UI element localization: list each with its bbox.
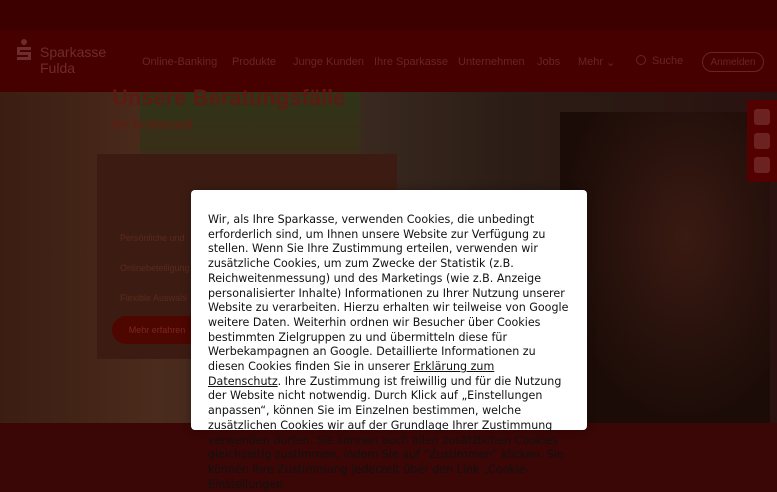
- cookie-text-part2: . Ihre Zustimmung ist freiwillig und für die Nutzung der Website nicht notwendig. Durch Klick auf „Einstellungen anpassen“, können Sie im Einzelnen bestimmen, welche zusätzlichen Cookies wir auf der Grundlage Ihrer Zustimmung verwenden dürfen. Sie können auch allen zusätzlichen Cookies gleichzeitig zustimmen, indem Sie auf “Zustimmen” klicken. Sie können Ihre Zustimmung jederzeit über den Link „Cookie-Einstellungen: [208, 374, 564, 491]
- login-button[interactable]: Anmelden: [702, 52, 764, 72]
- contact-sidebar: [747, 100, 777, 182]
- logo-city: Fulda: [40, 60, 76, 76]
- nav-jobs[interactable]: Jobs: [537, 56, 561, 68]
- cookie-dialog: [191, 190, 587, 491]
- site-header: [0, 30, 777, 92]
- phone-icon[interactable]: [754, 109, 770, 125]
- search-label: Suche: [652, 55, 684, 67]
- logo-name: Sparkasse: [40, 44, 107, 60]
- nav-mehr[interactable]: Mehr: [578, 56, 604, 68]
- top-bar: [0, 0, 777, 30]
- chevron-down-icon: ⌄: [606, 57, 616, 69]
- cookie-text: [208, 213, 570, 492]
- cookie-text-part1: Wir, als Ihre Sparkasse, verwenden Cookies, die unbedingt erforderlich sind, um Ihnen unsere Website zur Verfügung zu stellen. Wenn Sie Ihre Zustimmung erteilen, verwenden wir zusätzliche Cookies, um zum Zwecke der Statistik (z.B. Reichweitenmessung) und des Marketings (wie z.B. Anzeige personalisierter Inhalte) Informationen zu Ihrer Nutzung unserer Website zu verarbeiten. Hierzu erhalten wir teilweise von Google weitere Daten. Weiterhin ordnen wir Besucher über Cookies bestimmten Zielgruppen zu und übermitteln diese für Werbekampagnen an Google. Detaillierte Informationen zu diesen Cookies finden Sie in unserer: [208, 213, 569, 374]
- hero-image-person: [560, 112, 770, 423]
- sparkasse-logo-icon[interactable]: [16, 39, 32, 61]
- search-button[interactable]: [636, 55, 683, 67]
- mail-icon[interactable]: [754, 157, 770, 173]
- search-icon: [636, 55, 646, 65]
- privacy-link[interactable]: Erklärung zum Datenschutz: [208, 360, 495, 388]
- hero-bullet: Flexible Auswahl: [120, 293, 188, 303]
- hero-cta-button[interactable]: Mehr erfahren: [112, 316, 202, 344]
- hero-title: Unsere Beratungsfälle: [112, 85, 346, 110]
- logo-text[interactable]: [40, 44, 106, 76]
- chat-icon[interactable]: [754, 133, 770, 149]
- nav-produkte[interactable]: Produkte: [232, 56, 277, 68]
- hero-bullet: Persönliche und: [120, 233, 185, 243]
- nav-online-banking[interactable]: Online-Banking: [142, 56, 218, 68]
- nav-junge-kunden[interactable]: Junge Kunden: [293, 56, 364, 68]
- hero-subtitle: Ihr Schlüssel: [112, 117, 193, 132]
- nav-unternehmen[interactable]: Unternehmen: [458, 56, 525, 68]
- nav-ihre-sparkasse[interactable]: Ihre Sparkasse: [374, 56, 448, 68]
- hero-bullet: Onlinebeteiligung: [120, 263, 190, 273]
